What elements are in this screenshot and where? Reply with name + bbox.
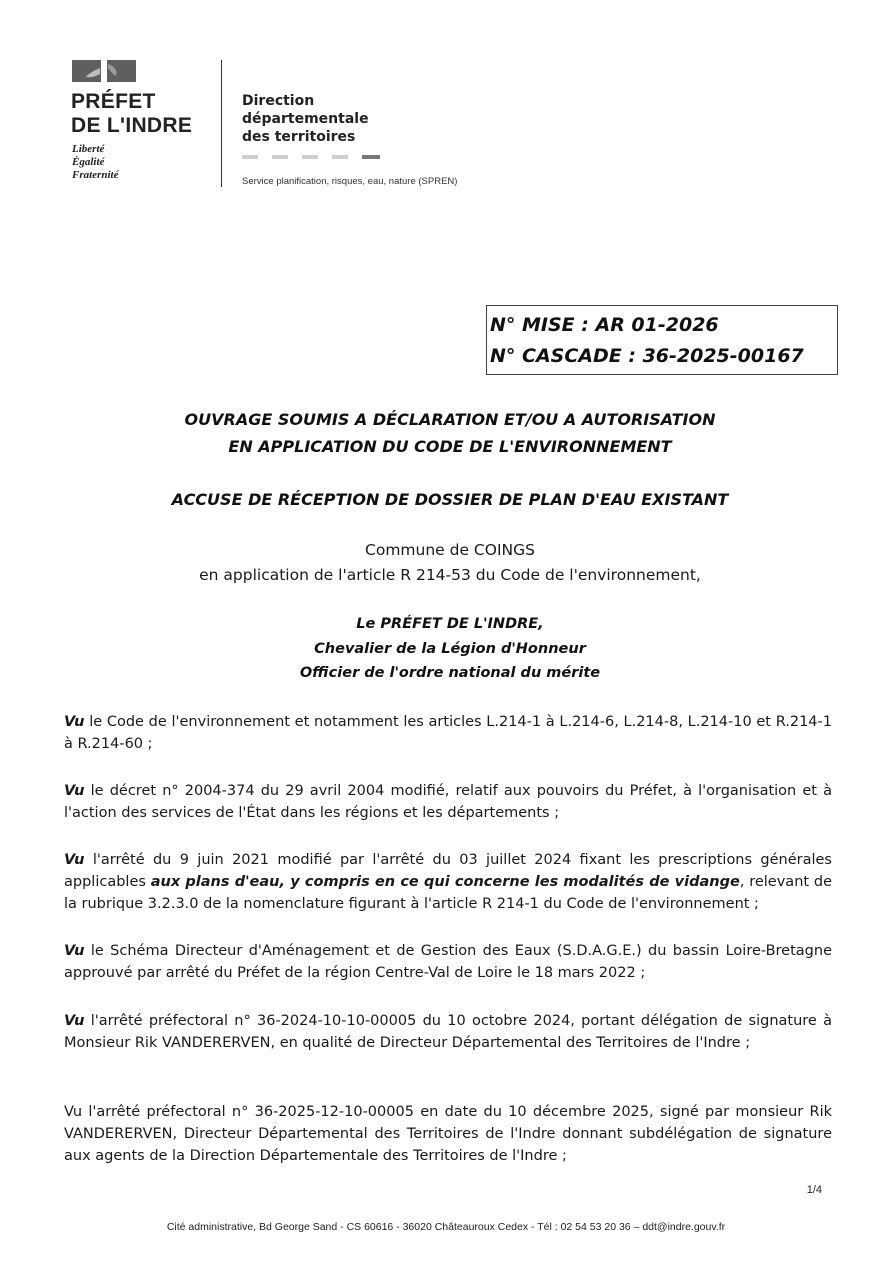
- visa-delegation: Vu l'arrêté préfectoral n° 36-2024-10-10-00005 du 10 octobre 2024, portant délégation de signature à Monsieur Rik VANDERERVEN, en qualité de Directeur Départemental des Territoires de l'Indre ;: [64, 1013, 832, 1051]
- visa-arrete-plans-eau: Vu l'arrêté du 9 juin 2021 modifié par l'arrêté du 03 juillet 2024 fixant les prescriptions générales applicables aux plans d'eau, y compris en ce qui concerne les modalités de vidange, relevant de la rubrique 3.2.3.0 de la nomenclature figurant à l'article R 214-1 du Code de l'environnement ;: [64, 852, 832, 912]
- visa-subdelegation: Vu l'arrêté préfectoral n° 36-2025-12-10-00005 en date du 10 décembre 2025, signé par monsieur Rik VANDERERVEN, Directeur Départemental des Territoires de l'Indre donnant subdélégation de signature aux agents de la Direction Départementale des Territoires de l'Indre ;: [64, 1104, 832, 1164]
- visa-sdage: Vu le Schéma Directeur d'Aménagement et de Gestion des Eaux (S.D.A.G.E.) du bassin Loire-Bretagne approuvé par arrêté du Préfet de la région Centre-Val de Loire le 18 mars 2022 ;: [64, 943, 832, 981]
- prefet-line-2: DE L'INDRE: [71, 114, 193, 137]
- marianne-logo-icon: [72, 60, 136, 82]
- prefet-title: Le PRÉFET DE L'INDRE,: [356, 616, 544, 632]
- cascade-number: N° CASCADE : 36-2025-00167: [490, 345, 804, 367]
- title-line-2: EN APPLICATION DU CODE DE L'ENVIRONNEMENT: [228, 437, 672, 456]
- footer-address: Cité administrative, Bd George Sand - CS 60616 - 36020 Châteauroux Cedex - Tél : 02 54 53 20 36 – ddt@indre.gouv.fr: [166, 1221, 726, 1233]
- direction-line-2: départementale: [242, 111, 369, 127]
- commune-article: en application de l'article R 214-53 du Code de l'environnement,: [199, 566, 701, 584]
- mise-number: N° MISE : AR 01-2026: [490, 314, 719, 336]
- service-name: Service planification, risques, eau, nature (SPREN): [242, 176, 458, 187]
- devise: [72, 143, 118, 182]
- visa-code-environnement: Vu le Code de l'environnement et notamment les articles L.214-1 à L.214-6, L.214-8, L.214-10 et R.214-1 à R.214-60 ;: [64, 714, 832, 752]
- prefet-merite: Officier de l'ordre national du mérite: [299, 665, 601, 681]
- title-accuse: ACCUSE DE RÉCEPTION DE DOSSIER DE PLAN D'EAU EXISTANT: [171, 490, 729, 509]
- direction-line-1: Direction: [242, 93, 315, 109]
- header-divider: [221, 60, 222, 187]
- prefet-line-1: PRÉFET: [71, 90, 156, 113]
- direction-name: [242, 92, 369, 146]
- devise-liberte: Liberté: [72, 143, 105, 155]
- visa-decret: Vu le décret n° 2004-374 du 29 avril 2004 modifié, relatif aux pouvoirs du Préfet, à l'organisation et à l'action des services de l'État dans les régions et les départements ;: [64, 783, 832, 821]
- prefet-legion: Chevalier de la Légion d'Honneur: [314, 641, 586, 657]
- title-line-1: OUVRAGE SOUMIS A DÉCLARATION ET/OU A AUTORISATION: [184, 410, 716, 429]
- commune: Commune de COINGS: [365, 541, 535, 559]
- devise-fraternite: Fraternité: [72, 169, 119, 181]
- page-number: 1/4: [806, 1184, 822, 1196]
- direction-separator: [242, 155, 382, 160]
- direction-line-3: des territoires: [242, 129, 356, 145]
- devise-egalite: Égalité: [72, 156, 105, 168]
- prefet-name: [71, 90, 192, 138]
